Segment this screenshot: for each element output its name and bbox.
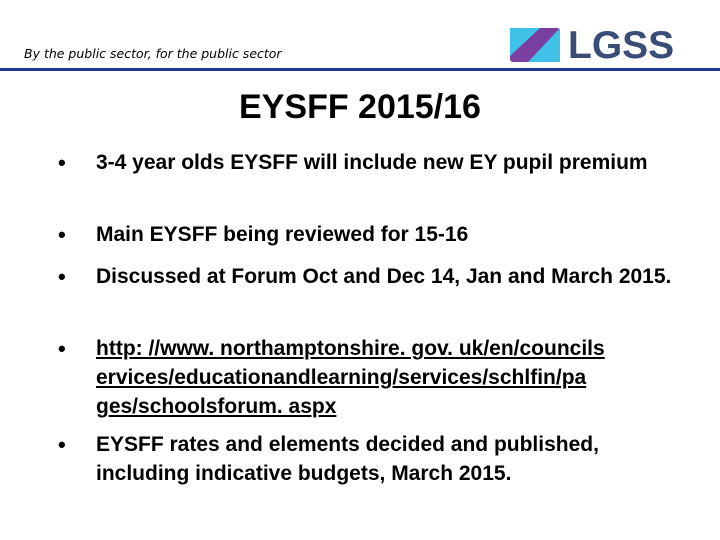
lgss-logo-mark	[510, 22, 562, 66]
logo-wordmark: LGSS	[568, 24, 675, 67]
bullet-marker: •	[58, 336, 66, 361]
bullet-marker: •	[58, 264, 66, 289]
bullet-marker: •	[58, 150, 66, 175]
bullet-marker: •	[58, 432, 66, 457]
bullet-text: EYSFF rates and elements decided and published, including indicative budgets, March 2015.	[96, 433, 599, 485]
bullet-text: 3-4 year olds EYSFF will include new EY pupil premium	[96, 151, 648, 174]
slide-title: EYSFF 2015/16	[239, 88, 481, 126]
header-divider	[0, 68, 720, 71]
bullet-marker: •	[58, 222, 66, 247]
lgss-logo	[510, 22, 678, 70]
schools-forum-link[interactable]: http: //www. northamptonshire. gov. uk/en/councils ervices/educationandlearning/services/schlfin/pa ges/schoolsforum. aspx	[96, 337, 605, 418]
tagline: By the public sector, for the public sector	[24, 46, 282, 61]
bullet-text: Main EYSFF being reviewed for 15-16	[96, 223, 469, 246]
bullet-text: Discussed at Forum Oct and Dec 14, Jan and March 2015.	[96, 265, 672, 288]
